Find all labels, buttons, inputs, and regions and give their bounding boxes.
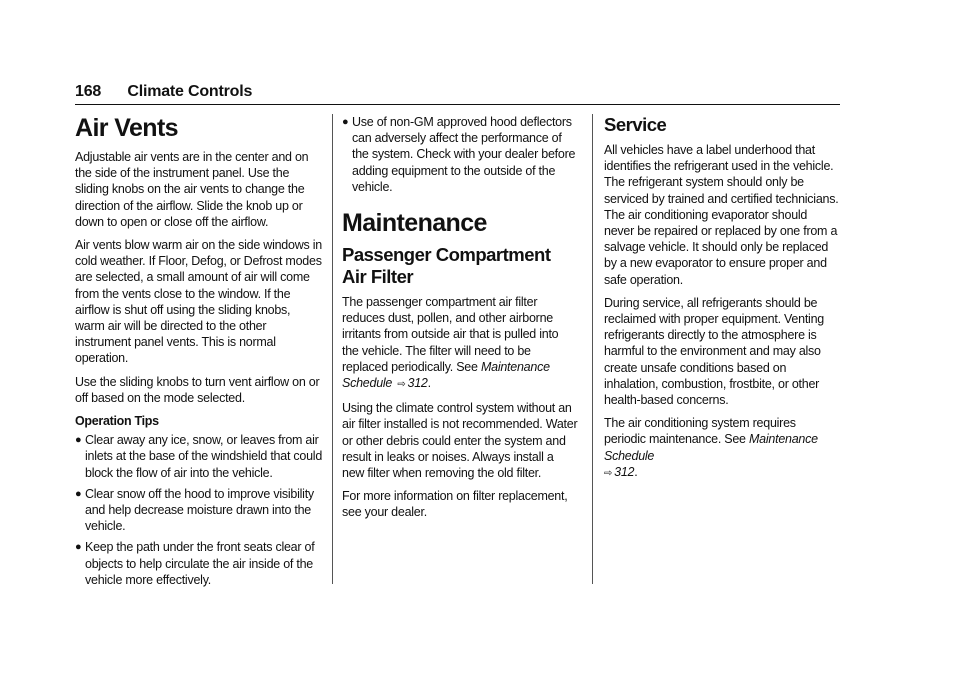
column-2 (342, 114, 578, 528)
tip-text: Use of non-GM approved hood deflectors can adversely affect the performance of the system. Check with your dealer before adding equipment to the outside of the vehicle. (352, 115, 576, 194)
page-reference-number[interactable]: 312 (407, 376, 428, 391)
column-divider-2 (592, 114, 593, 584)
air-vents-paragraph-2: Air vents blow warm air on the side windows in cold weather. If Floor, Defog, or Defrost modes are selected, a small amount of air will come from the vents close to the window. If the airflow is shut off using the sliding knobs, warm air will be directed to the other instrument panel vents. This is normal operation. (75, 238, 322, 366)
tip-item (342, 114, 578, 195)
tip-text: Clear away any ice, snow, or leaves from air inlets at the base of the windshield that could block the flow of air into the vehicle. (85, 433, 323, 480)
service-paragraph-3 (604, 415, 840, 482)
bullet-icon: ● (75, 541, 82, 554)
air-filter-subtitle: Passenger Compartment Air Filter (342, 244, 551, 288)
air-vents-paragraph-1: Adjustable air vents are in the center and on the side of the instrument panel. Use the sliding knobs on the air vents to change the direction of the airflow. Slide the knob up or down to open or close off the airflow. (75, 150, 309, 229)
page-number: 168 (75, 83, 102, 100)
bullet-icon: ● (342, 116, 349, 128)
bullet-icon: ● (75, 434, 82, 447)
maintenance-title: Maintenance (342, 209, 487, 238)
period: . (634, 464, 638, 479)
service-text: The air conditioning system requires periodic maintenance. See (604, 416, 796, 447)
maintenance-schedule-link[interactable]: Maintenance Schedule (604, 432, 818, 463)
section-title: Climate Controls (127, 83, 253, 100)
service-title: Service (604, 114, 667, 135)
header-rule (75, 104, 840, 105)
air-vents-paragraph-3: Use the sliding knobs to turn vent airflow on or off based on the mode selected. (75, 374, 320, 405)
operation-tips-heading: Operation Tips (75, 414, 159, 429)
air-filter-paragraph-1 (342, 294, 578, 393)
tip-item (75, 539, 323, 588)
air-vents-title: Air Vents (75, 114, 178, 142)
period: . (427, 376, 431, 391)
air-filter-paragraph-3: For more information on filter replacement, see your dealer. (342, 489, 568, 520)
page-reference-icon: ⇨ (397, 379, 406, 391)
column-divider-1 (332, 114, 333, 584)
tip-text: Clear snow off the hood to improve visibility and help decrease moisture drawn into the vehicle. (85, 486, 314, 534)
column-3 (604, 112, 840, 489)
air-filter-text: The passenger compartment air filter reduces dust, pollen, and other airborne irritants from outside air that is pulled into the vehicle. The filter will need to be replaced periodically. See (342, 295, 559, 374)
service-paragraph-2: During service, all refrigerants should be reclaimed with proper equipment. Venting refrigerants directly to the atmosphere is harmful to the environment and may also create unsafe conditions based on inhalation, combustion, frostbite, or other health-based concerns. (604, 295, 824, 408)
page-reference-icon: ⇨ (604, 467, 613, 479)
tip-text: Keep the path under the front seats clear of objects to help circulate the air inside of the vehicle more effectively. (85, 540, 315, 587)
column-1 (75, 114, 323, 593)
service-paragraph-1: All vehicles have a label underhood that identifies the refrigerant used in the vehicle. The refrigerant system should only be serviced by trained and certified technicians. The air conditioning evaporator should never be repaired or replaced by one from a salvage vehicle. It should only be replaced by a new evaporator to ensure proper and safe operation. (604, 143, 839, 287)
tip-item (75, 486, 323, 535)
page-header (75, 83, 252, 105)
bullet-icon: ● (75, 487, 82, 500)
tip-item (75, 432, 323, 481)
air-filter-paragraph-2: Using the climate control system without an air filter installed is not recommended. Water or other debris could enter the system and result in leaks or noises. Always install a new filter when removing the old filter. (342, 401, 578, 481)
page-reference-number[interactable]: 312 (614, 464, 635, 479)
maintenance-schedule-link[interactable]: Maintenance Schedule (342, 359, 550, 391)
